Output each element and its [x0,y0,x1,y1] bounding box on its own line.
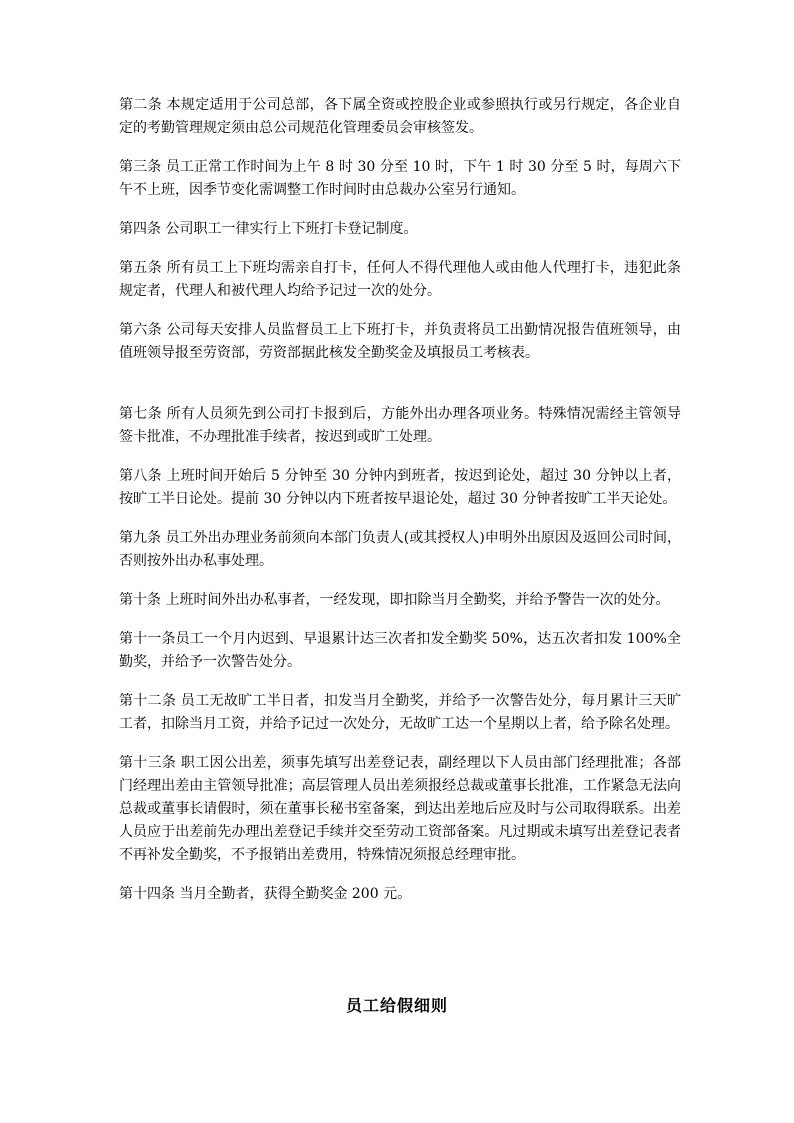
article-12: 第十二条 员工无故旷工半日者，扣发当月全勤奖，并给予一次警告处分，每月累计三天旷工者，扣除当月工资，并给予记过一次处分，无故旷工达一个星期以上者，给予除名处理。 [119,693,681,732]
article-2: 第二条 本规定适用于公司总部，各下属全资或控股企业或参照执行或另行规定，各企业自定的考勤管理规定须由总公司规范化管理委员会审核签发。 [119,97,681,136]
article-3: 第三条 员工正常工作时间为上午 8 时 30 分至 10 时，下午 1 时 30 分至 5 时，每周六下午不上班，因季节变化需调整工作时间时由总裁办公室另行通知。 [119,159,681,198]
article-14: 第十四条 当月全勤者，获得全勤奖金 200 元。 [119,886,412,902]
article-6: 第六条 公司每天安排人员监督员工上下班打卡，并负责将员工出勤情况报告值班领导，由值班领导报至劳资部，劳资部据此核发全勤奖金及填报员工考核表。 [119,322,681,361]
section-heading: 员工给假细则 [345,996,448,1015]
article-13: 第十三条 职工因公出差，须事先填写出差登记表，副经理以下人员由部门经理批准；各部门经理出差由主管领导批准；高层管理人员出差须报经总裁或董事长批准，工作紧急无法向总裁或董事长请假时，须在董事长秘书室备案，到达出差地后应及时与公司取得联系。出差人员应于出差前先办理出差登记手续并交至劳动工资部备案。凡过期或未填写出差登记表者不再补发全勤奖，不予报销出差费用，特殊情况须报总经理审批。 [119,755,681,863]
article-5: 第五条 所有员工上下班均需亲自打卡，任何人不得代理他人或由他人代理打卡，违犯此条规定者，代理人和被代理人均给予记过一次的处分。 [119,260,681,299]
article-7: 第七条 所有人员须先到公司打卡报到后，方能外出办理各项业务。特殊情况需经主管领导签卡批准，不办理批准手续者，按迟到或旷工处理。 [119,406,681,445]
article-11: 第十一条员工一个月内迟到、早退累计达三次者扣发全勤奖 50%，达五次者扣发 100%全勤奖，并给予一次警告处分。 [119,631,681,670]
article-9: 第九条 员工外出办理业务前须向本部门负责人(或其授权人)申明外出原因及返回公司时间，否则按外出办私事处理。 [119,530,681,569]
document-body [119,94,681,922]
article-10: 第十条 上班时间外出办私事者，一经发现，即扣除当月全勤奖，并给予警告一次的处分。 [119,592,670,608]
article-8: 第八条 上班时间开始后 5 分钟至 30 分钟内到班者，按迟到论处，超过 30 分钟以上者，按旷工半日论处。提前 30 分钟以内下班者按早退论处，超过 30 分钟者按旷工半天论处。 [119,468,681,507]
article-4: 第四条 公司职工一律实行上下班打卡登记制度。 [119,221,418,237]
